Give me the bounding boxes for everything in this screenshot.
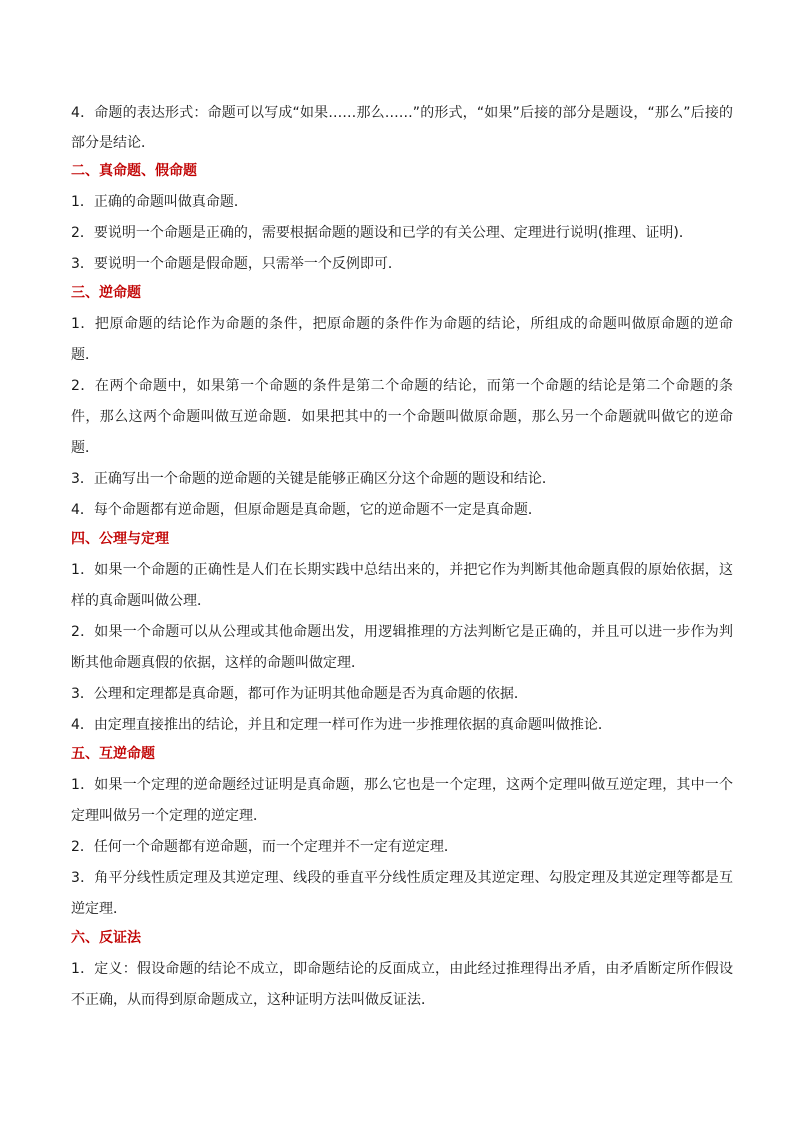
section-axioms-theorems [71,527,733,741]
list-item: 1．把原命题的结论作为命题的条件，把原命题的条件作为命题的结论，所组成的命题叫做原命题的逆命题． [71,316,733,363]
intro-item-4: 4．命题的表达形式：命题可以写成“如果……那么……”的形式，“如果”后接的部分是题设，“那么”后接的部分是结论． [71,105,733,151]
list-item: 1．正确的命题叫做真命题． [71,194,248,210]
section-heading: 五、互逆命题 [71,746,155,762]
section-heading: 六、反证法 [71,930,141,946]
list-item: 2．在两个命题中，如果第一个命题的条件是第二个命题的结论，而第一个命题的结论是第二个命题的条件，那么这两个命题叫做互逆命题．如果把其中的一个命题叫做原命题，那么另一个命题就叫做它的逆命题． [71,378,733,456]
section-heading: 三、逆命题 [71,285,141,301]
list-item: 4．每个命题都有逆命题，但原命题是真命题，它的逆命题不一定是真命题． [71,502,542,518]
section-converse-proposition [71,281,733,526]
list-item: 3．正确写出一个命题的逆命题的关键是能够正确区分这个命题的题设和结论． [71,471,556,487]
list-item: 2．任何一个命题都有逆命题，而一个定理并不一定有逆定理． [71,839,458,855]
list-item: 4．由定理直接推出的结论，并且和定理一样可作为进一步推理依据的真命题叫做推论． [71,717,612,733]
list-item: 2．如果一个命题可以从公理或其他命题出发，用逻辑推理的方法判断它是正确的，并且可以进一步作为判断其他命题真假的依据，这样的命题叫做定理． [71,624,733,671]
list-item: 1．定义：假设命题的结论不成立，即命题结论的反面成立，由此经过推理得出矛盾，由矛盾断定所作假设不正确，从而得到原命题成立，这种证明方法叫做反证法． [71,961,733,1008]
list-item: 2．要说明一个命题是正确的，需要根据命题的题设和已学的有关公理、定理进行说明(推理、证明)． [71,225,693,241]
list-item: 3．公理和定理都是真命题，都可作为证明其他命题是否为真命题的依据． [71,686,528,702]
list-item: 1．如果一个命题的正确性是人们在长期实践中总结出来的，并把它作为判断其他命题真假的原始依据，这样的真命题叫做公理． [71,562,733,609]
list-item: 3．要说明一个命题是假命题，只需举一个反例即可． [71,256,402,272]
list-item: 3．角平分线性质定理及其逆定理、线段的垂直平分线性质定理及其逆定理、勾股定理及其逆定理等都是互逆定理． [71,870,733,917]
section-mutual-converse [71,742,733,925]
section-heading: 二、真命题、假命题 [71,163,197,179]
section-true-false-propositions [71,159,733,280]
document-page [71,98,733,1016]
section-heading: 四、公理与定理 [71,531,169,547]
list-item: 1．如果一个定理的逆命题经过证明是真命题，那么它也是一个定理，这两个定理叫做互逆定理，其中一个定理叫做另一个定理的逆定理． [71,777,733,824]
section-proof-by-contradiction [71,926,733,1016]
